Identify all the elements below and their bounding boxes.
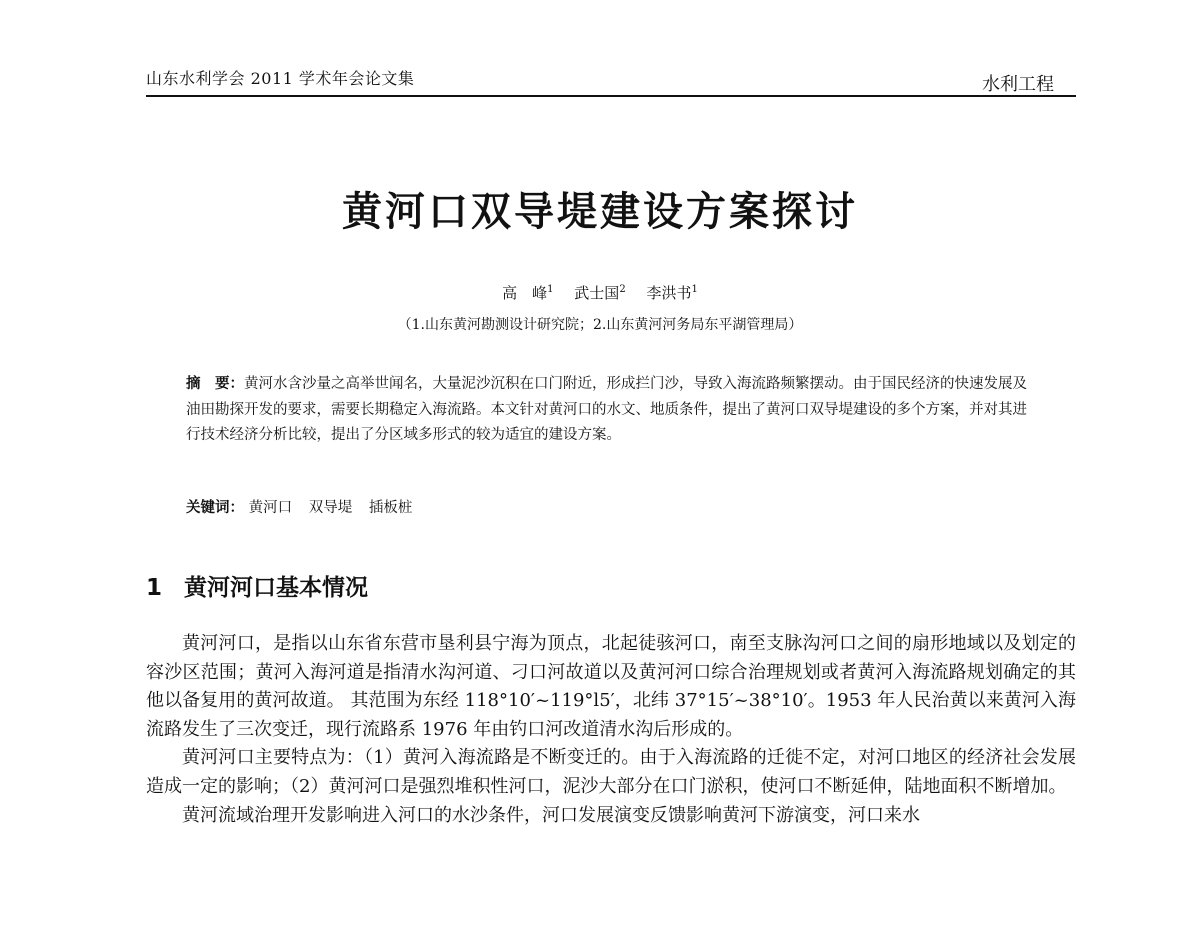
keyword: 双导堤 bbox=[308, 500, 353, 516]
body-paragraph: 黄河流域治理开发影响进入河口的水沙条件，河口发展演变反馈影响黄河下游演变，河口来水 bbox=[182, 804, 920, 826]
author-name: 武士国 bbox=[574, 284, 620, 302]
section-number: 1 bbox=[146, 575, 163, 601]
running-header-right: 水利工程 bbox=[982, 74, 1054, 95]
author-name: 高 峰 bbox=[502, 284, 548, 302]
abstract-label: 摘 要： bbox=[186, 375, 244, 392]
keywords bbox=[186, 496, 424, 517]
author-list bbox=[0, 282, 1200, 303]
keyword: 黄河口 bbox=[248, 500, 293, 516]
affiliations: （1.山东黄河勘测设计研究院；2.山东黄河河务局东平湖管理局） bbox=[397, 317, 803, 333]
body-paragraph: 黄河河口，是指以山东省东营市垦利县宁海为顶点，北起徒骇河口，南至支脉沟河口之间的扇形地域以及划定的容沙区范围；黄河入海河道是指清水沟河道、刁口河故道以及黄河河口综合治理规划或者黄河入海流路规划确定的其他以备复用的黄河故道。 其范围为东经 118°10′~119°l5′，北纬 37°15′~38°10′。1953 年人民治黄以来黄河入海流路发生了三次变迁，现行流路系 1976 年由钓口河改道清水沟后形成的。 bbox=[146, 633, 1076, 740]
paper-title: 黄河口双导堤建设方案探讨 bbox=[342, 189, 858, 235]
header-rule bbox=[146, 95, 1076, 97]
section-title: 黄河河口基本情况 bbox=[184, 575, 369, 601]
abstract bbox=[186, 371, 1041, 449]
author bbox=[574, 284, 625, 302]
author bbox=[502, 284, 553, 302]
section-heading bbox=[146, 569, 368, 602]
section-body bbox=[146, 630, 1076, 830]
keywords-label: 关键词： bbox=[186, 499, 244, 516]
author-affiliation-mark: 1 bbox=[691, 284, 698, 295]
body-paragraph: 黄河河口主要特点为：（1）黄河入海流路是不断变迁的。由于入海流路的迁徙不定，对河口地区的经济社会发展造成一定的影响；（2）黄河河口是强烈堆积性河口，泥沙大部分在口门淤积，使河口不断延伸，陆地面积不断增加。 bbox=[146, 747, 1076, 797]
author-affiliation-mark: 1 bbox=[547, 284, 554, 295]
abstract-text: 黄河水含沙量之高举世闻名，大量泥沙沉积在口门附近，形成拦门沙，导致入海流路频繁摆动。由于国民经济的快速发展及油田勘探开发的要求，需要长期稳定入海流路。本文针对黄河口的水文、地质条件，提出了黄河口双导堤建设的多个方案，并对其进行技术经济分析比较，提出了分区域多形式的较为适宜的建设方案。 bbox=[186, 376, 1027, 443]
author-affiliation-mark: 2 bbox=[619, 284, 626, 295]
running-header-left: 山东水利学会 2011 学术年会论文集 bbox=[146, 69, 415, 88]
author-name: 李洪书 bbox=[646, 284, 692, 302]
author bbox=[646, 284, 697, 302]
keyword: 插板桩 bbox=[368, 500, 413, 516]
